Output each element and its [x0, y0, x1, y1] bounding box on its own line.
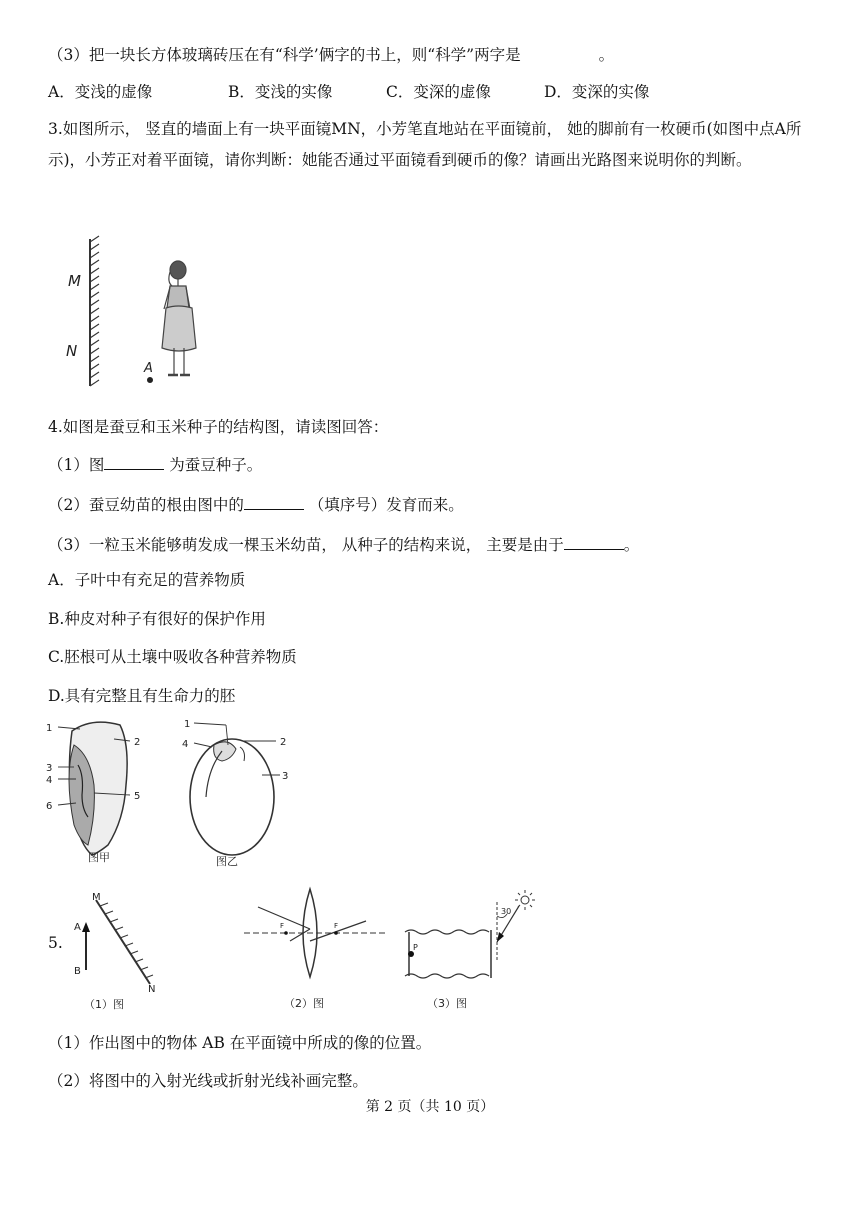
- fig1-label-m: M: [92, 892, 101, 903]
- q2-part3-stem-text: （3）把一块长方体玻璃砖压在有“科学’俩字的书上，则“科学”两字是: [48, 46, 521, 64]
- q4-part2-text: （2）蚕豆幼苗的根由图中的: [48, 496, 244, 514]
- q4-part1-text: （1）图: [48, 456, 105, 474]
- answer-blank[interactable]: [564, 532, 624, 550]
- corn-label-2: 2: [134, 737, 141, 748]
- q4-part3-text: （3）一粒玉米能够萌发成一棵玉米幼苗， 从种子的结构来说， 主要是由于: [48, 536, 564, 554]
- sun-icon: [515, 890, 535, 910]
- q5-part2: （2）将图中的入射光线或折射光线补画完整。: [48, 1072, 368, 1090]
- bean-label-1: 1: [184, 719, 191, 730]
- page-footer: 第 2 页（共 10 页）: [365, 1099, 495, 1115]
- q4-part3: [48, 532, 639, 556]
- q4-part1: [48, 452, 262, 476]
- fig3-label-p: P: [413, 943, 418, 952]
- q5-number: 5.: [48, 934, 63, 952]
- corn-seed-diagram: [69, 722, 127, 855]
- fig1-label-b: B: [74, 966, 81, 977]
- corn-label-5: 5: [134, 791, 141, 802]
- fig1-label-n: N: [148, 984, 156, 995]
- q4-choice-a: A．子叶中有充足的营养物质: [48, 571, 246, 589]
- bean-seed-diagram: [190, 739, 274, 855]
- fig3-label-angle: 30: [501, 907, 512, 916]
- q2-part3-stem-end: 。: [598, 46, 615, 64]
- bean-label-4: 4: [182, 739, 189, 750]
- bean-label-2: 2: [280, 737, 287, 748]
- corn-label-4: 4: [46, 775, 53, 786]
- q5-fig1: [70, 890, 170, 1015]
- option-c: C．变深的虚像: [386, 83, 491, 101]
- bean-label-3: 3: [282, 771, 289, 782]
- q4-seed-figures: [44, 715, 304, 870]
- answer-blank[interactable]: [244, 492, 304, 510]
- q3-figure: [60, 234, 220, 394]
- q4-part3-end: 。: [623, 536, 640, 554]
- q5-fig3: [395, 880, 550, 1015]
- corn-caption: 图甲: [88, 851, 110, 864]
- q5-part1: （1）作出图中的物体 AB 在平面镜中所成的像的位置。: [48, 1034, 432, 1052]
- q4-choice-c: C.胚根可从土壤中吸收各种营养物质: [48, 648, 297, 666]
- q4-choice-d: D.具有完整且有生命力的胚: [48, 687, 236, 705]
- label-m: M: [68, 272, 81, 290]
- q4-part2-end: （填序号）发育而来。: [303, 496, 464, 514]
- fig3-caption: （3）图: [427, 997, 467, 1010]
- answer-blank[interactable]: [104, 452, 164, 470]
- option-b: B．变浅的实像: [228, 83, 333, 101]
- q3-text: 3.如图所示， 竖直的墙面上有一块平面镜MN，小芳笔直地站在平面镜前， 她的脚前有一枚硬币(如图中点A所示)，小芳正对着平面镜，请你判断：她能否通过平面镜看到硬币的像？请画出光路图来说明你的判断。: [48, 120, 802, 169]
- q5-fig2: [240, 885, 390, 1015]
- coin-point-a: [147, 377, 153, 383]
- q4-part2: [48, 492, 464, 516]
- label-a: A: [144, 361, 153, 376]
- q4-intro: 4.如图是蚕豆和玉米种子的结构图，请读图回答：: [48, 418, 389, 436]
- q4-part1-end: 为蚕豆种子。: [164, 456, 263, 474]
- girl-figure: [162, 261, 196, 375]
- q4-choice-b: B.种皮对种子有很好的保护作用: [48, 610, 266, 628]
- label-n: N: [66, 342, 78, 360]
- option-a: A．变浅的虚像: [48, 83, 153, 101]
- bean-caption: 图乙: [216, 855, 238, 868]
- fig1-caption: （1）图: [84, 998, 124, 1011]
- q2-part3-stem: [48, 44, 614, 66]
- corn-label-1: 1: [46, 723, 53, 734]
- fig2-label-f-left: F: [280, 922, 285, 930]
- fig1-label-a: A: [74, 922, 81, 933]
- corn-label-3: 3: [46, 763, 53, 774]
- corn-label-6: 6: [46, 801, 53, 812]
- option-d: D．变深的实像: [544, 83, 650, 101]
- fig2-label-f-right: F: [334, 922, 339, 930]
- fig2-caption: （2）图: [284, 997, 324, 1010]
